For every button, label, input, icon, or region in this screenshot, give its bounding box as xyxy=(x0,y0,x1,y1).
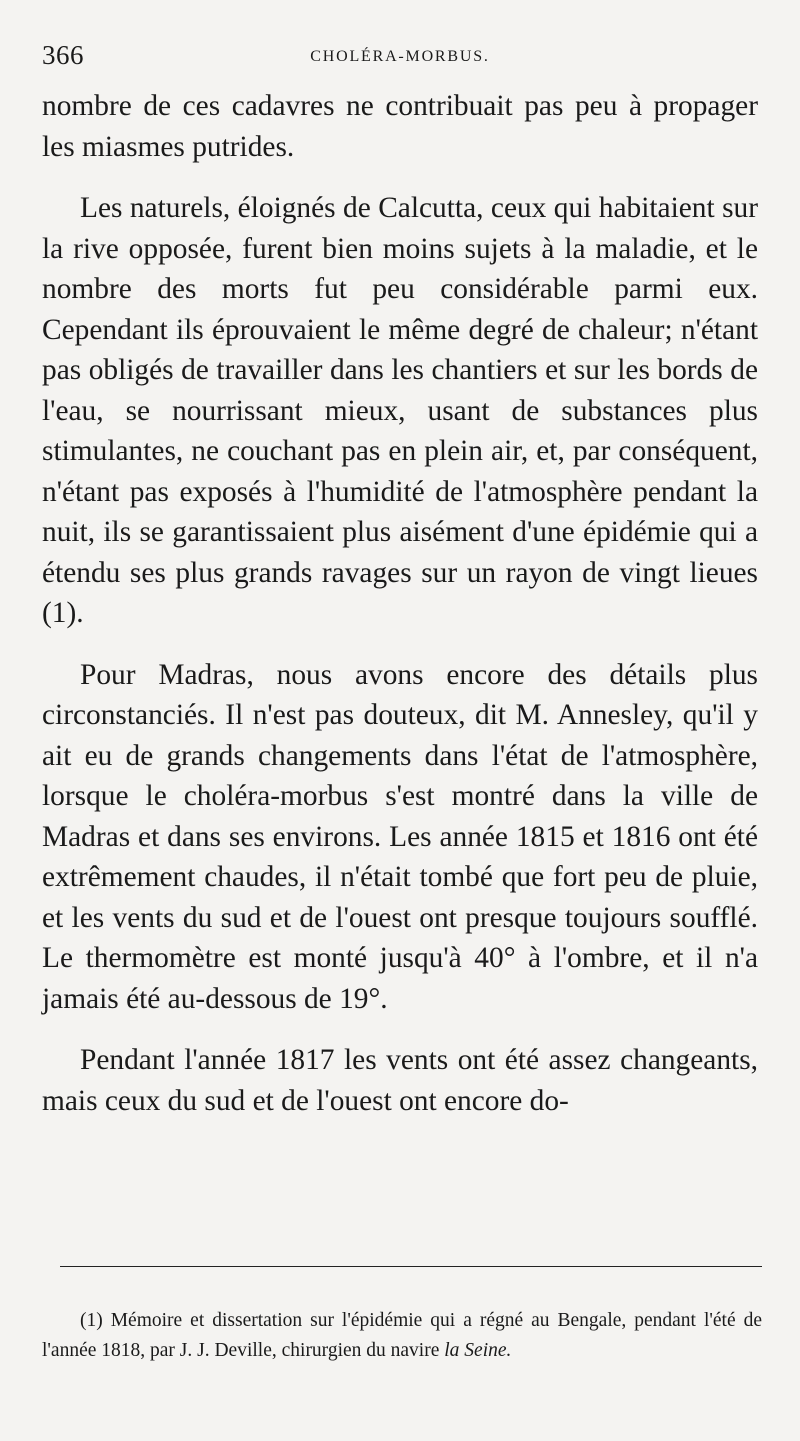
paragraph-1: nombre de ces cadavres ne contribuait pas peu à propager les miasmes putrides. xyxy=(42,90,758,163)
body-text xyxy=(42,86,758,1121)
paragraph-3: Pour Madras, nous avons encore des détails plus circonstanciés. Il n'est pas douteux, dit M. Annesley, qu'il y ait eu de grands changements dans l'état de l'atmosphère, lorsque le choléra-morbus s'est montré dans la ville de Madras et dans ses environs. Les année 1815 et 1816 ont été extrêmement chaudes, il n'était tombé que fort peu de pluie, et les vents du sud et de l'ouest ont presque toujours soufflé. Le thermomètre est monté jusqu'à 40° à l'ombre, et il n'a jamais été au-dessous de 19°. xyxy=(42,658,758,1015)
paragraph-2: Les naturels, éloignés de Calcutta, ceux qui habitaient sur la rive opposée, furent bien moins sujets à la maladie, et le nombre des morts fut peu considérable parmi eux. Cependant ils éprouvaient le même degré de chaleur; n'étant pas obligés de travailler dans les chantiers et sur les bords de l'eau, se nourrissant mieux, usant de substances plus stimulantes, ne couchant pas en plein air, et, par conséquent, n'étant pas exposés à l'humidité de l'atmosphère pendant la nuit, ils se garantissaient plus aisément d'une épidémie qui a étendu ses plus grands ravages sur un rayon de vingt lieues (1). xyxy=(42,192,758,629)
footnote xyxy=(42,1306,762,1366)
footnote-separator xyxy=(60,1266,762,1267)
paragraph-4: Pendant l'année 1817 les vents ont été assez changeants, mais ceux du sud et de l'ouest ont encore do- xyxy=(42,1044,758,1117)
footnote-paragraph xyxy=(42,1306,762,1366)
page-header xyxy=(42,40,758,80)
footnote-ship-name: la Seine. xyxy=(444,1340,512,1361)
running-head: CHOLÉRA-MORBUS. xyxy=(310,48,490,65)
page-number: 366 xyxy=(42,40,84,70)
footnote-text: (1) Mémoire et dissertation sur l'épidémie qui a régné au Bengale, pendant l'été de l'année 1818, par J. J. Deville, chirurgien du navire xyxy=(42,1310,762,1361)
